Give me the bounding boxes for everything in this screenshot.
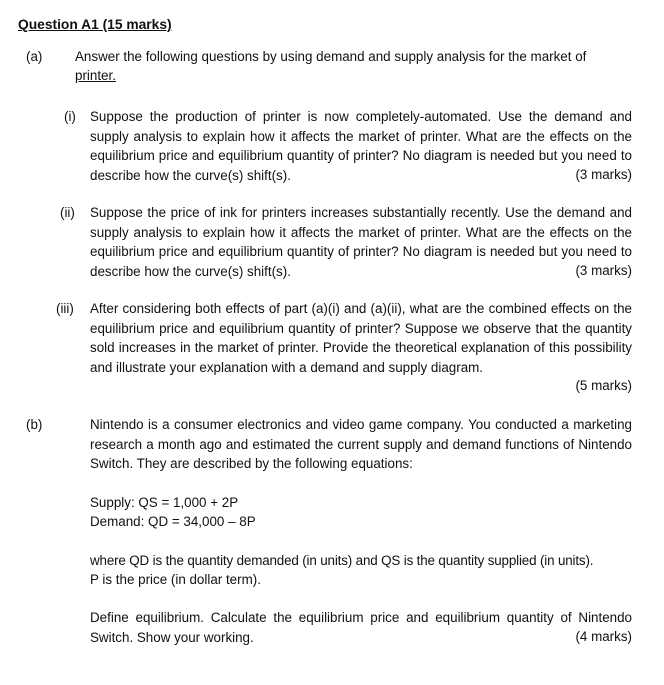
subpart-ii-text: Suppose the price of ink for printers increases substantially recently. Use the demand and supply analysis to explain how it affects the market of printer. What are the effects on the equilibrium price and equilibrium quantity of printer? No diagram is needed but you need to describe how the curve(s) shift(s). — [90, 205, 632, 279]
part-b-marks: (4 marks) — [575, 629, 632, 644]
subpart-ii-marks: (3 marks) — [575, 263, 632, 278]
part-b-label: (b) — [26, 417, 43, 432]
subpart-iii-label: (iii) — [56, 301, 74, 316]
subpart-ii-label: (ii) — [60, 205, 75, 220]
supply-equation: Supply: QS = 1,000 + 2P — [90, 495, 239, 510]
part-b-intro: Nintendo is a consumer electronics and video game company. You conducted a marketing research a month ago and estimated the current supply and demand functions of Nintendo Switch. They are described by the following equations: — [90, 417, 632, 471]
subpart-iii-marks: (5 marks) — [575, 378, 632, 393]
part-a-label: (a) — [26, 49, 43, 64]
subpart-i-marks: (3 marks) — [575, 167, 632, 182]
part-a-intro-line1: Answer the following questions by using demand and supply analysis for the market of — [75, 49, 587, 64]
subpart-i-text: Suppose the production of printer is now completely-automated. Use the demand and supply analysis to explain how it affects the market of printer. What are the effects on the equilibrium price and equilibrium quantity of printer? No diagram is needed but you need to describe how the curve(s) shift(s). — [90, 109, 632, 183]
demand-equation: Demand: QD = 34,000 – 8P — [90, 514, 256, 529]
subpart-iii-text: After considering both effects of part (a)(i) and (a)(ii), what are the combined effects on the equilibrium price and equilibrium quantity of printer? Suppose we observe that the quantity sold increases in the market of printer. Provide the theoretical explanation of this possibility and illustrate your explanation with a demand and supply diagram. — [90, 301, 632, 375]
subpart-i-label: (i) — [64, 109, 76, 124]
part-b-task: Define equilibrium. Calculate the equilibrium price and equilibrium quantity of Nintendo Switch. Show your working. — [90, 610, 632, 645]
question-title: Question A1 (15 marks) — [18, 17, 172, 32]
part-a-intro-line2: printer. — [75, 68, 116, 83]
where-line1: where QD is the quantity demanded (in units) and QS is the quantity supplied (in units). — [90, 553, 594, 568]
where-line2: P is the price (in dollar term). — [90, 572, 261, 587]
